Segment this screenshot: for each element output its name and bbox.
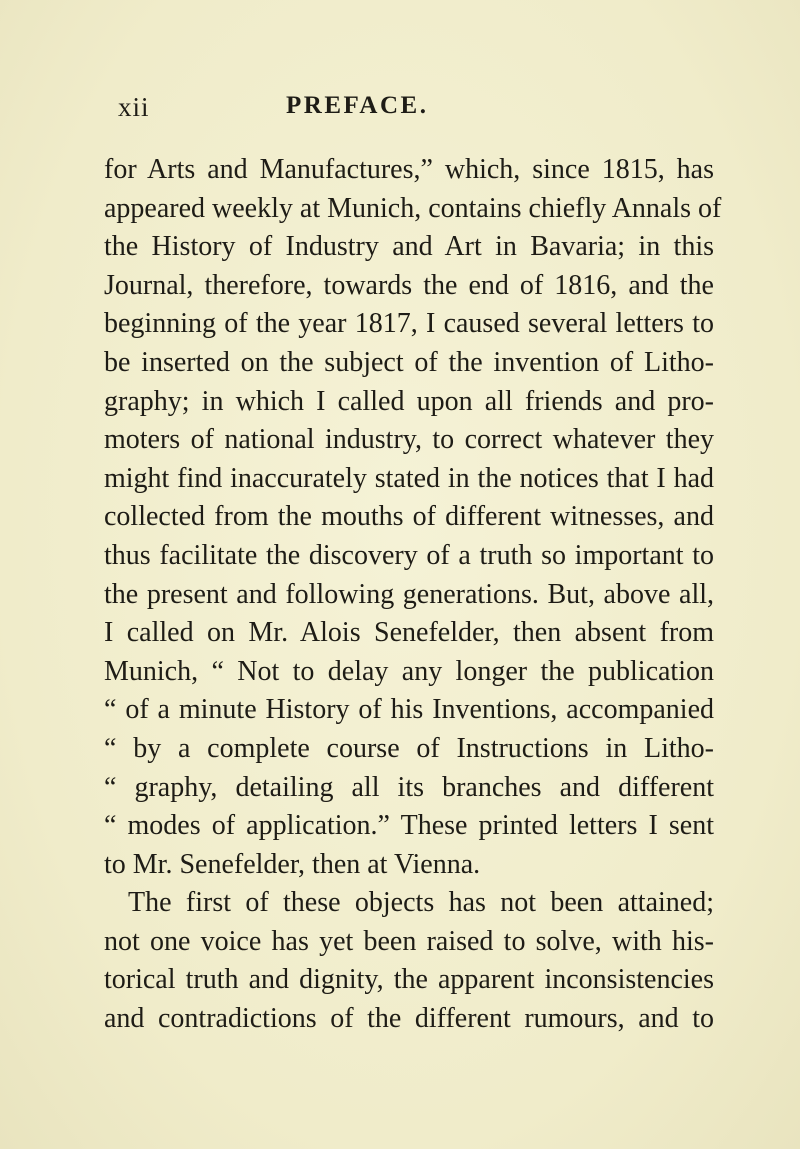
text-line: “ graphy, detailing all its branches and different [104, 771, 714, 803]
running-head: PREFACE. [286, 92, 429, 119]
body-text [104, 151, 722, 1039]
text-line: “ modes of application.” These printed letters I sent [104, 810, 714, 842]
text-line: appeared weekly at Munich, contains chiefly Annals of [104, 192, 722, 224]
text-line: torical truth and dignity, the apparent inconsistencies [104, 964, 714, 996]
text-line: Journal, therefore, towards the end of 1816, and the [104, 269, 714, 301]
text-line-paragraph-start: The first of these objects has not been attained; [128, 887, 714, 919]
text-line: “ by a complete course of Instructions in Litho- [104, 732, 714, 764]
text-line: the present and following generations. But, above all, [104, 578, 714, 610]
text-line: thus facilitate the discovery of a truth so important to [104, 539, 714, 571]
text-line: collected from the mouths of different witnesses, and [104, 501, 714, 533]
text-line: Munich, “ Not to delay any longer the publication [104, 655, 714, 687]
text-line: might find inaccurately stated in the notices that I had [104, 462, 714, 494]
text-line: beginning of the year 1817, I caused several letters to [104, 308, 714, 340]
text-line: I called on Mr. Alois Senefelder, then absent from [104, 617, 714, 649]
text-line-paragraph-end: to Mr. Senefelder, then at Vienna. [104, 848, 481, 880]
text-line: moters of national industry, to correct whatever they [104, 424, 714, 456]
text-line: for Arts and Manufactures,” which, since 1815, has [104, 154, 714, 185]
text-line: and contradictions of the different rumours, and to [104, 1003, 714, 1035]
text-line: graphy; in which I called upon all friends and pro- [104, 385, 714, 417]
text-line: be inserted on the subject of the invention of Litho- [104, 346, 714, 378]
page-header [0, 92, 800, 132]
text-line: “ of a minute History of his Inventions, accompanied [104, 694, 714, 726]
text-line: the History of Industry and Art in Bavaria; in this [104, 231, 714, 263]
page-number: xii [118, 92, 150, 122]
text-line: not one voice has yet been raised to solve, with his- [104, 925, 714, 957]
